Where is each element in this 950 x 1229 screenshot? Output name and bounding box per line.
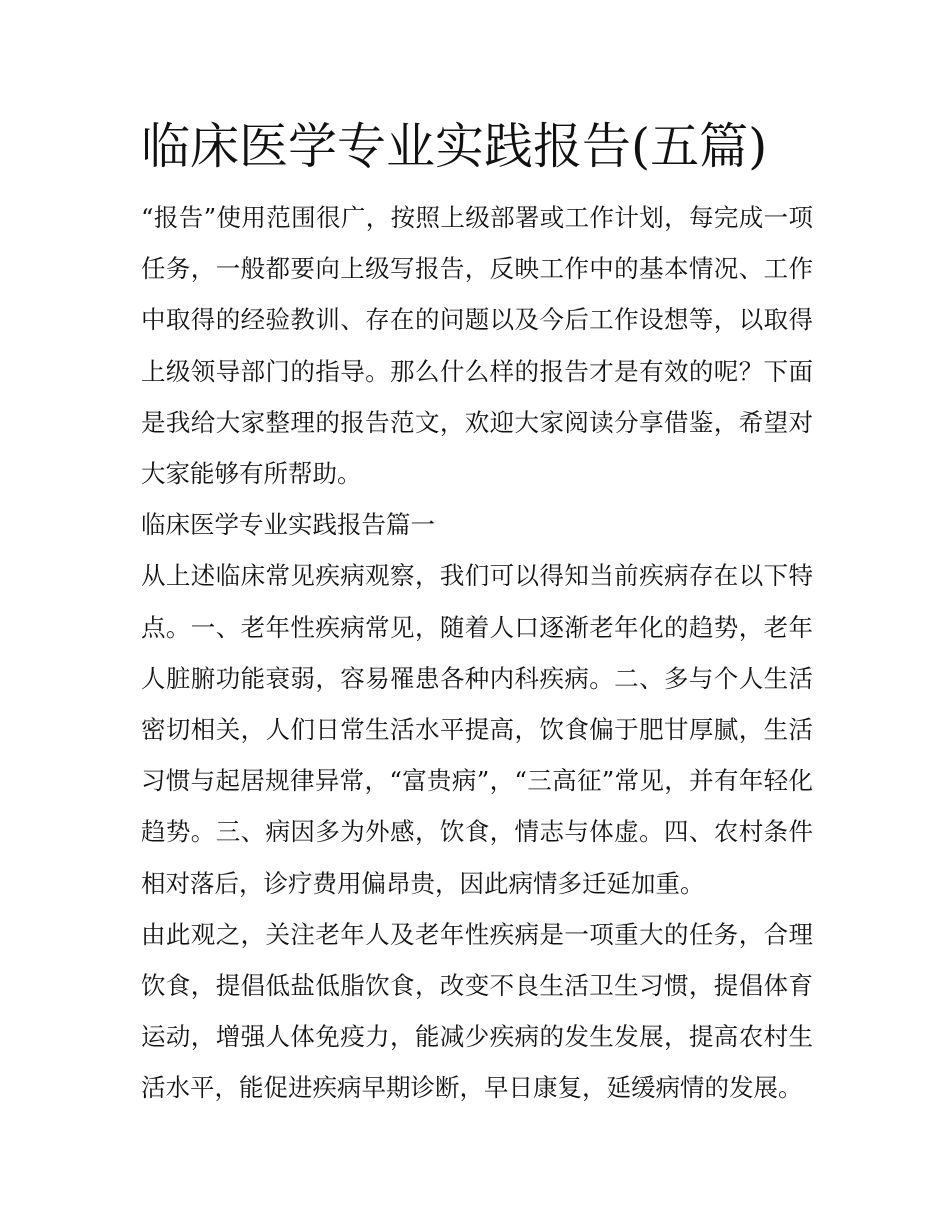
- intro-paragraph: “报告”使用范围很广，按照上级部署或工作计划，每完成一项任务，一般都要向上级写报告，反映工作中的基本情况、工作中取得的经验教训、存在的问题以及今后工作设想等，以取得上级领导部门的指导。那么什么样的报告才是有效的呢？下面是我给大家整理的报告范文，欢迎大家阅读分享借鉴，希望对大家能够有所帮助。: [141, 203, 813, 489]
- body-paragraph-2: 由此观之，关注老年人及老年性疾病是一项重大的任务，合理饮食，提倡低盐低脂饮食，改变不良生活卫生习惯，提倡体育运动，增强人体免疫力，能减少疾病的发生发展，提高农村生活水平，能促进疾病早期诊断，早日康复，延缓病情的发展。: [141, 919, 813, 1103]
- body-paragraph-1: 从上述临床常见疾病观察，我们可以得知当前疾病存在以下特点。一、老年性疾病常见，随着人口逐渐老年化的趋势，老年人脏腑功能衰弱，容易罹患各种内科疾病。二、多与个人生活密切相关，人们日常生活水平提高，饮食偏于肥甘厚腻，生活习惯与起居规律异常，“富贵病”，“三高征”常见，并有年轻化趋势。三、病因多为外感，饮食，情志与体虚。四、农村条件相对落后，诊疗费用偏昂贵，因此病情多迁延加重。: [141, 561, 813, 898]
- section-heading: 临床医学专业实践报告篇一: [141, 510, 435, 540]
- document-body: [141, 192, 813, 1114]
- document-page: [141, 112, 813, 1114]
- document-title: 临床医学专业实践报告(五篇): [141, 118, 768, 175]
